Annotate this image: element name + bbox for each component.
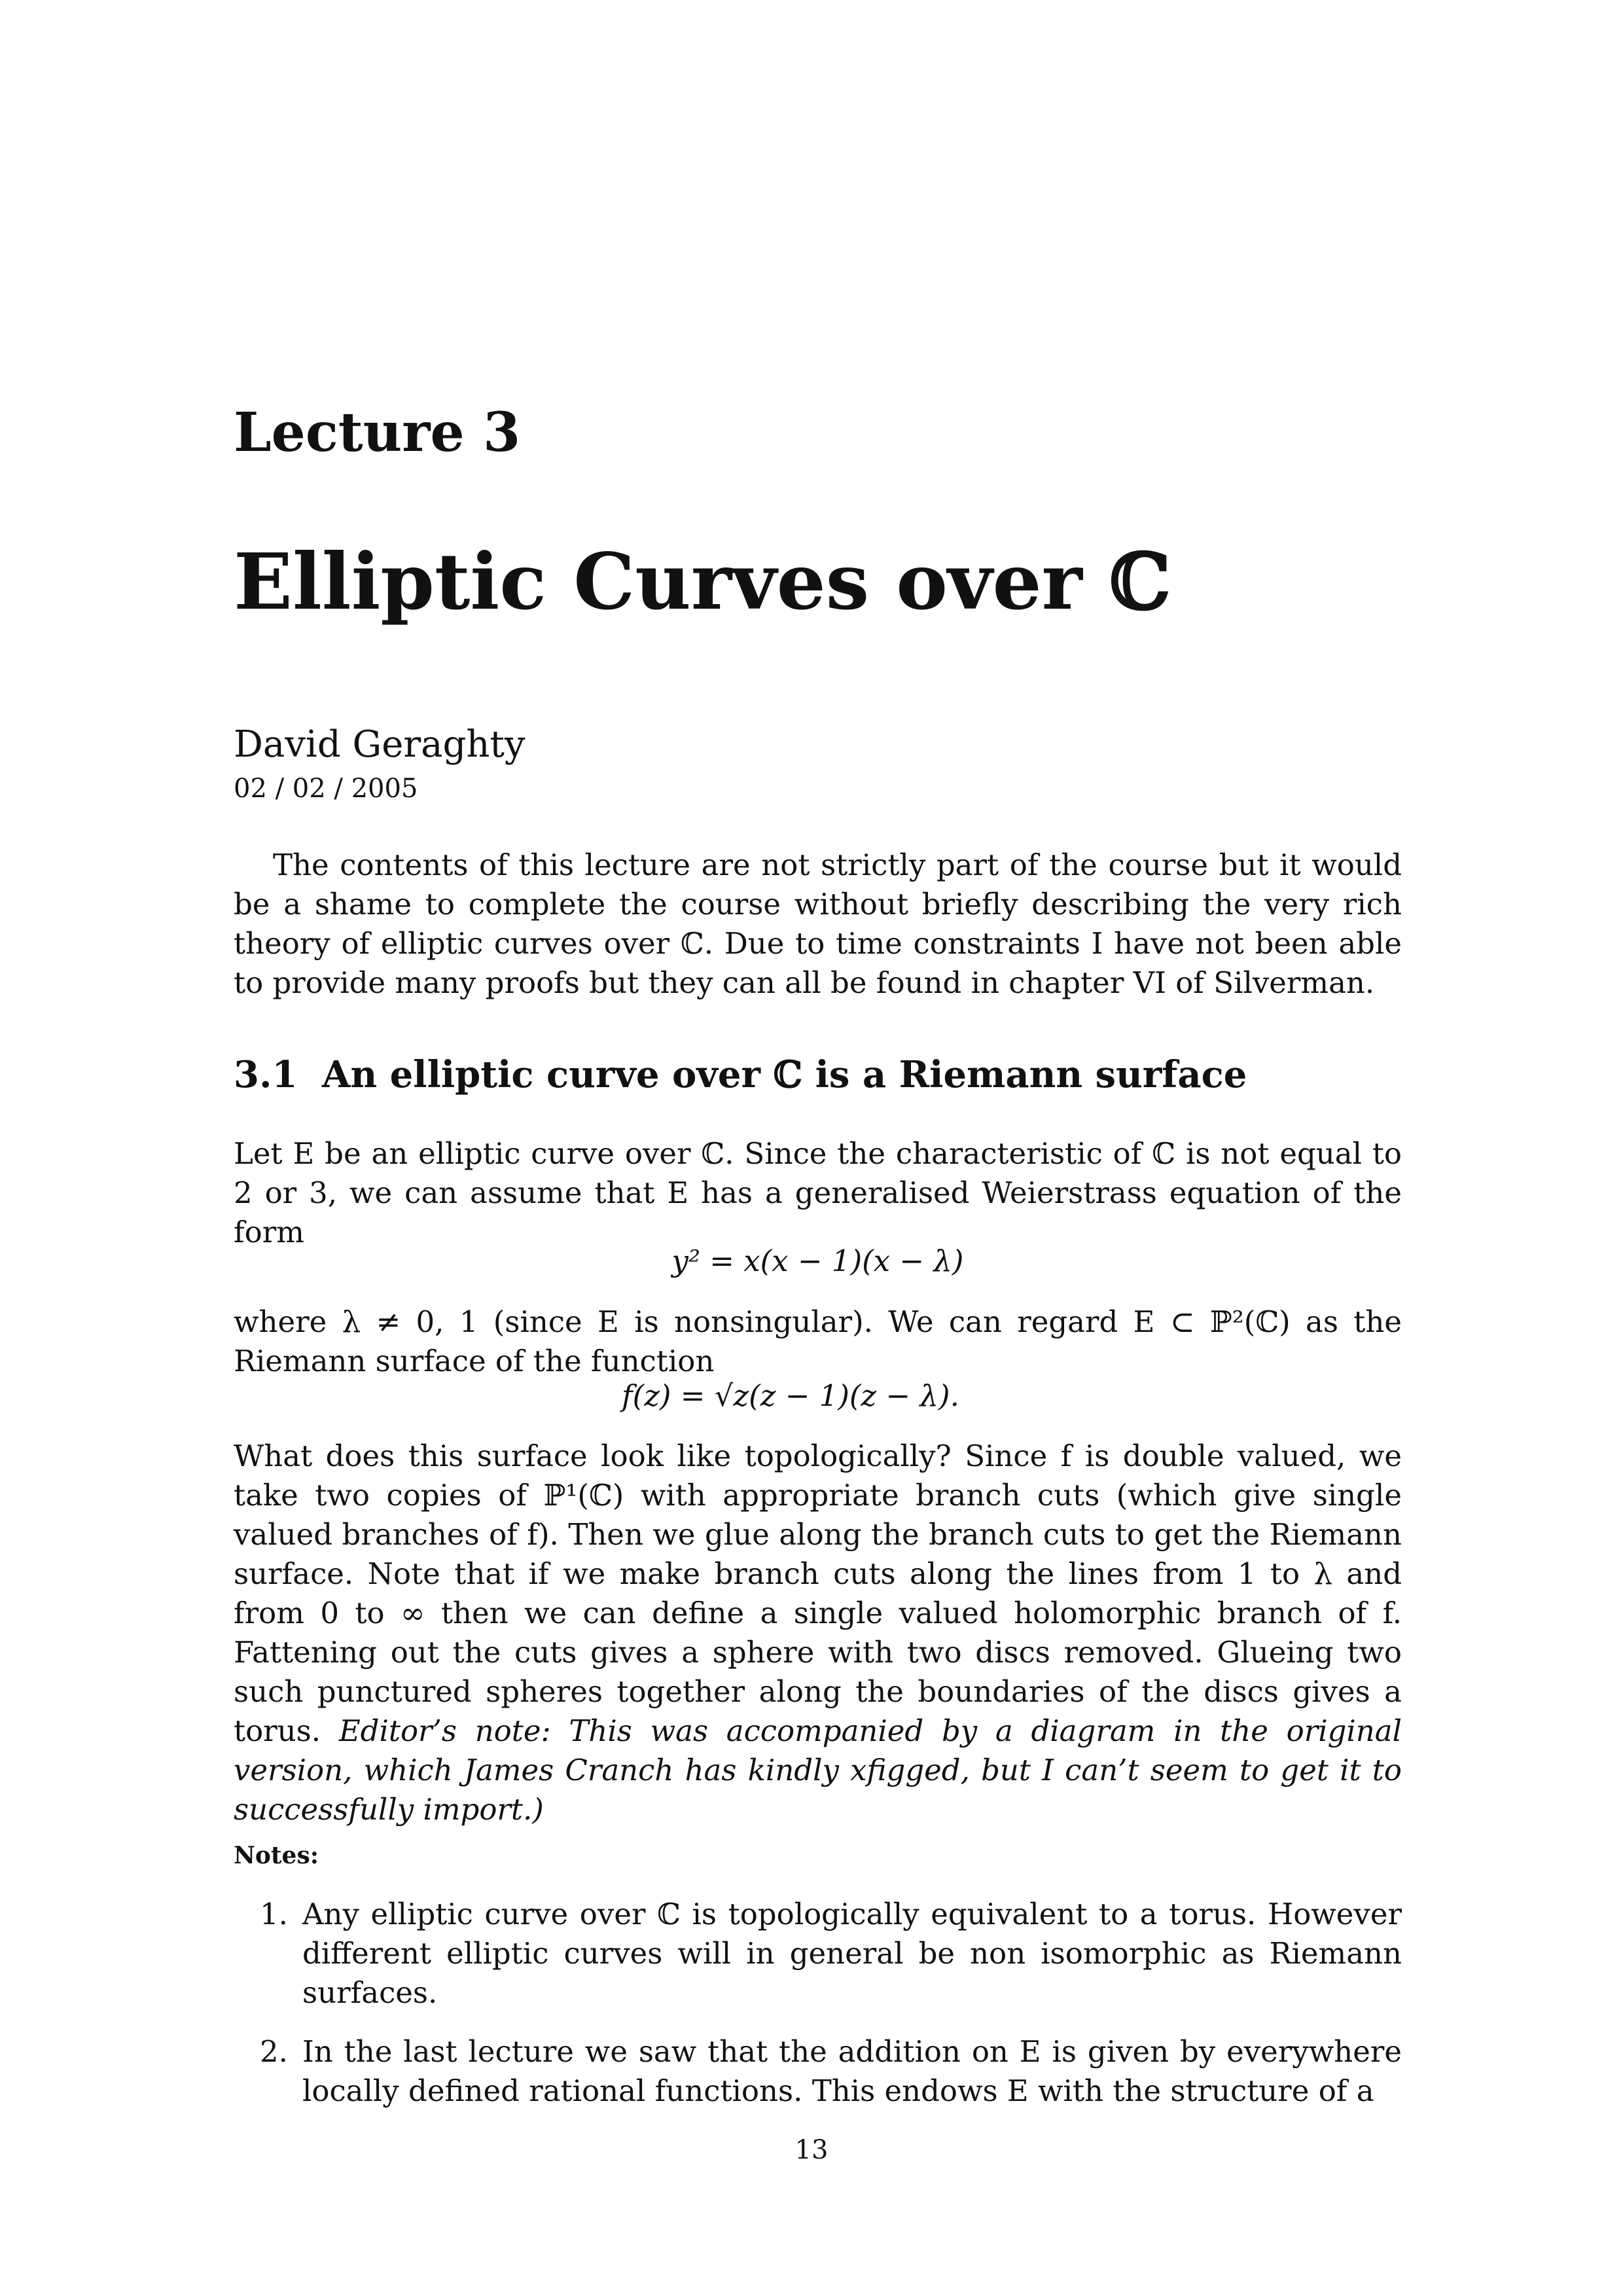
section-heading (234, 1053, 1247, 1096)
notes-label: Notes: (234, 1842, 319, 1869)
list-item-text: Any elliptic curve over ℂ is topologically equivalent to a torus. However different elliptic curves will in general be non isomorphic as Riemann surfaces. (302, 1897, 1402, 2010)
editor-note: Editor’s note: This was accompanied by a diagram in the original version, which James Cranch has kindly xfigged, but I can’t seem to get it to successfully import.) (234, 1713, 1402, 1827)
author: David Geraghty (234, 723, 526, 766)
chapter-title: Elliptic Curves over ℂ (234, 536, 1171, 627)
lecture-label: Lecture 3 (234, 401, 521, 464)
list-item-number: 1. (260, 1897, 288, 1931)
body-paragraph-3-text: What does this surface look like topologically? Since f is double valued, we take two copies of ℙ¹(ℂ) with appropriate branch cuts (which give single valued branches of f). Then we glue along the branch cuts to get the Riemann surface. Note that if we make branch cuts along the lines from 1 to λ and from 0 to ∞ then we can define a single valued holomorphic branch of f. Fattening out the cuts gives a sphere with two discs removed. Glueing two such punctured spheres together along the boundaries of the discs gives a torus. (234, 1439, 1402, 1748)
notes-list (234, 1895, 1402, 2130)
date: 02 / 02 / 2005 (234, 774, 418, 804)
function-equation: f(z) = √z(z − 1)(z − λ). (622, 1378, 959, 1413)
body-paragraph-1: Let E be an elliptic curve over ℂ. Since the characteristic of ℂ is not equal to 2 or 3, we can assume that E has a generalised Weierstrass equation of the form (234, 1136, 1402, 1249)
body-paragraph-2: where λ ≠ 0, 1 (since E is nonsingular). We can regard E ⊂ ℙ²(ℂ) as the Riemann surface of the function (234, 1304, 1402, 1378)
section-title: An elliptic curve over ℂ is a Riemann surface (322, 1053, 1247, 1096)
list-item-text: In the last lecture we saw that the addition on E is given by everywhere locally defined rational functions. This endows E with the structure of a (302, 2034, 1402, 2108)
list-item-number: 2. (260, 2034, 288, 2069)
list-item (234, 2032, 1402, 2111)
section-number: 3.1 (234, 1053, 298, 1096)
body-paragraph-3 (234, 1437, 1402, 1829)
list-item (234, 1895, 1402, 2013)
page-number: 13 (794, 2135, 829, 2165)
abstract-paragraph: The contents of this lecture are not strictly part of the course but it would be a shame to complete the course without briefly describing the very rich theory of elliptic curves over ℂ. Due to time constraints I have not been able to provide many proofs but they can all be found in chapter VI of Silverman. (234, 848, 1402, 1000)
weierstrass-equation: y² = x(x − 1)(x − λ) (671, 1244, 964, 1278)
